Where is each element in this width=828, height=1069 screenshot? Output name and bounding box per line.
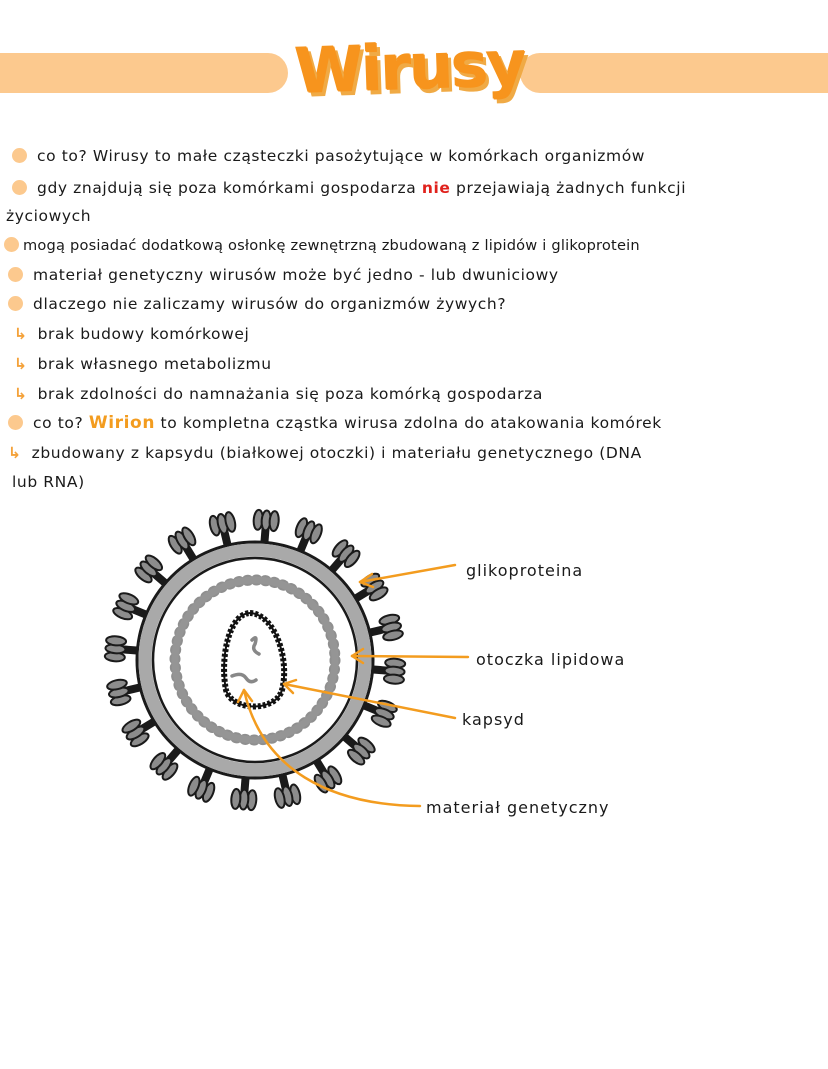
note-line-6: co to? Wirion to kompletna cząstka wirusa zdolna do atakowania komórek — [8, 413, 662, 433]
page-title: Wirusy — [293, 27, 527, 108]
note-line-2: gdy znajdują się poza komórkami gospodarza nie przejawiają żadnych funkcji — [12, 178, 686, 198]
note-line-7-cont: lub RNA) — [12, 473, 85, 491]
note-line-7: ↳ zbudowany z kapsydu (białkowej otoczki) i materiału genetycznego (DNA — [8, 444, 642, 462]
arrow-icon: ↳ — [14, 325, 28, 343]
arrow-icon: ↳ — [14, 385, 28, 403]
note-line-2-cont: życiowych — [6, 207, 92, 225]
note-line-4: materiał genetyczny wirusów może być jedno - lub dwuniciowy — [8, 265, 559, 285]
reason-2: ↳ brak własnego metabolizmu — [14, 355, 272, 373]
label-otoczka-lipidowa: otoczka lipidowa — [476, 650, 626, 669]
label-material-genetyczny: materiał genetyczny — [426, 798, 610, 817]
arrow-otoczka — [352, 656, 468, 657]
note-line-1: co to? Wirusy to małe cząsteczki pasożytujące w komórkach organizmów — [12, 146, 645, 166]
arrow-icon: ↳ — [14, 355, 28, 373]
arrow-icon: ↳ — [8, 444, 22, 462]
reason-1: ↳ brak budowy komórkowej — [14, 325, 250, 343]
label-glikoproteina: glikoproteina — [466, 561, 584, 580]
label-kapsyd: kapsyd — [462, 710, 525, 729]
reason-3: ↳ brak zdolności do namnażania się poza komórką gospodarza — [14, 385, 543, 403]
note-line-3: mogą posiadać dodatkową osłonkę zewnętrzną zbudowaną z lipidów i glikoprotein — [4, 236, 640, 256]
note-line-5: dlaczego nie zaliczamy wirusów do organizmów żywych? — [8, 294, 506, 314]
